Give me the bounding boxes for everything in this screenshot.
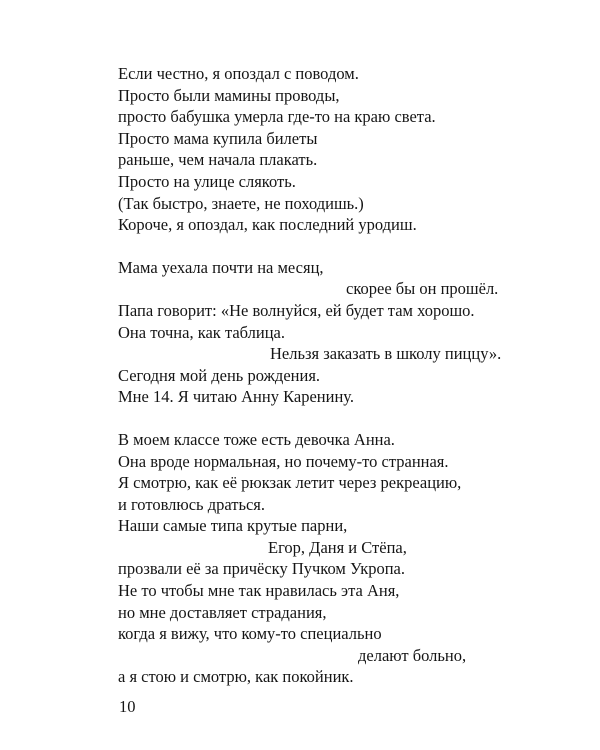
poem-line: делают больно, [358, 645, 467, 665]
poem-line: Сегодня мой день рождения. [118, 365, 321, 385]
poem-line: Не то чтобы мне так нравилась эта Аня, [118, 581, 400, 601]
poem-line: прозвали её за причёску Пучком Укропа. [118, 559, 406, 579]
poem-line: Папа говорит: «Не волнуйся, ей будет там хорошо. [118, 300, 475, 320]
poem-line: (Так быстро, знаете, не походишь.) [118, 193, 364, 213]
poem-line: но мне доставляет страдания, [118, 602, 327, 622]
poem-line: а я стою и смотрю, как покойник. [118, 667, 354, 687]
stanza [118, 429, 518, 688]
poem-line: когда я вижу, что кому-то специально [118, 624, 382, 644]
poem-line: Если честно, я опоздал с поводом. [118, 64, 359, 83]
poem-line: Просто на улице слякоть. [118, 171, 296, 191]
poem-line: Мама уехала почти на месяц, [118, 257, 324, 277]
page-number: 10 [119, 697, 136, 716]
poem-line: скорее бы он прошёл. [346, 279, 499, 299]
poem-line: Она вроде нормальная, но почему-то странная. [118, 451, 449, 471]
poem-line: Короче, я опоздал, как последний уродиш. [118, 215, 417, 235]
poem-line: Наши самые типа крутые парни, [118, 516, 348, 536]
poem-line: просто бабушка умерла где-то на краю света. [118, 107, 436, 127]
stanza [118, 257, 518, 408]
poem-line: и готовлюсь драться. [118, 494, 266, 514]
poem-line: Просто были мамины проводы, [118, 85, 340, 105]
poem-line: Просто мама купила билеты [118, 128, 318, 148]
poem-line: В моем классе тоже есть девочка Анна. [118, 429, 395, 449]
poem-line: Мне 14. Я читаю Анну Каренину. [118, 387, 354, 407]
poem-line: Я смотрю, как её рюкзак летит через рекреацию, [118, 473, 462, 493]
poem-line: Егор, Даня и Стёпа, [268, 537, 407, 557]
stanza [118, 63, 518, 236]
poem-text [118, 63, 518, 709]
poem-line: Она точна, как таблица. [118, 322, 286, 342]
poem-line: раньше, чем начала плакать. [118, 150, 318, 170]
poem-line: Нельзя заказать в школу пиццу». [270, 344, 502, 364]
